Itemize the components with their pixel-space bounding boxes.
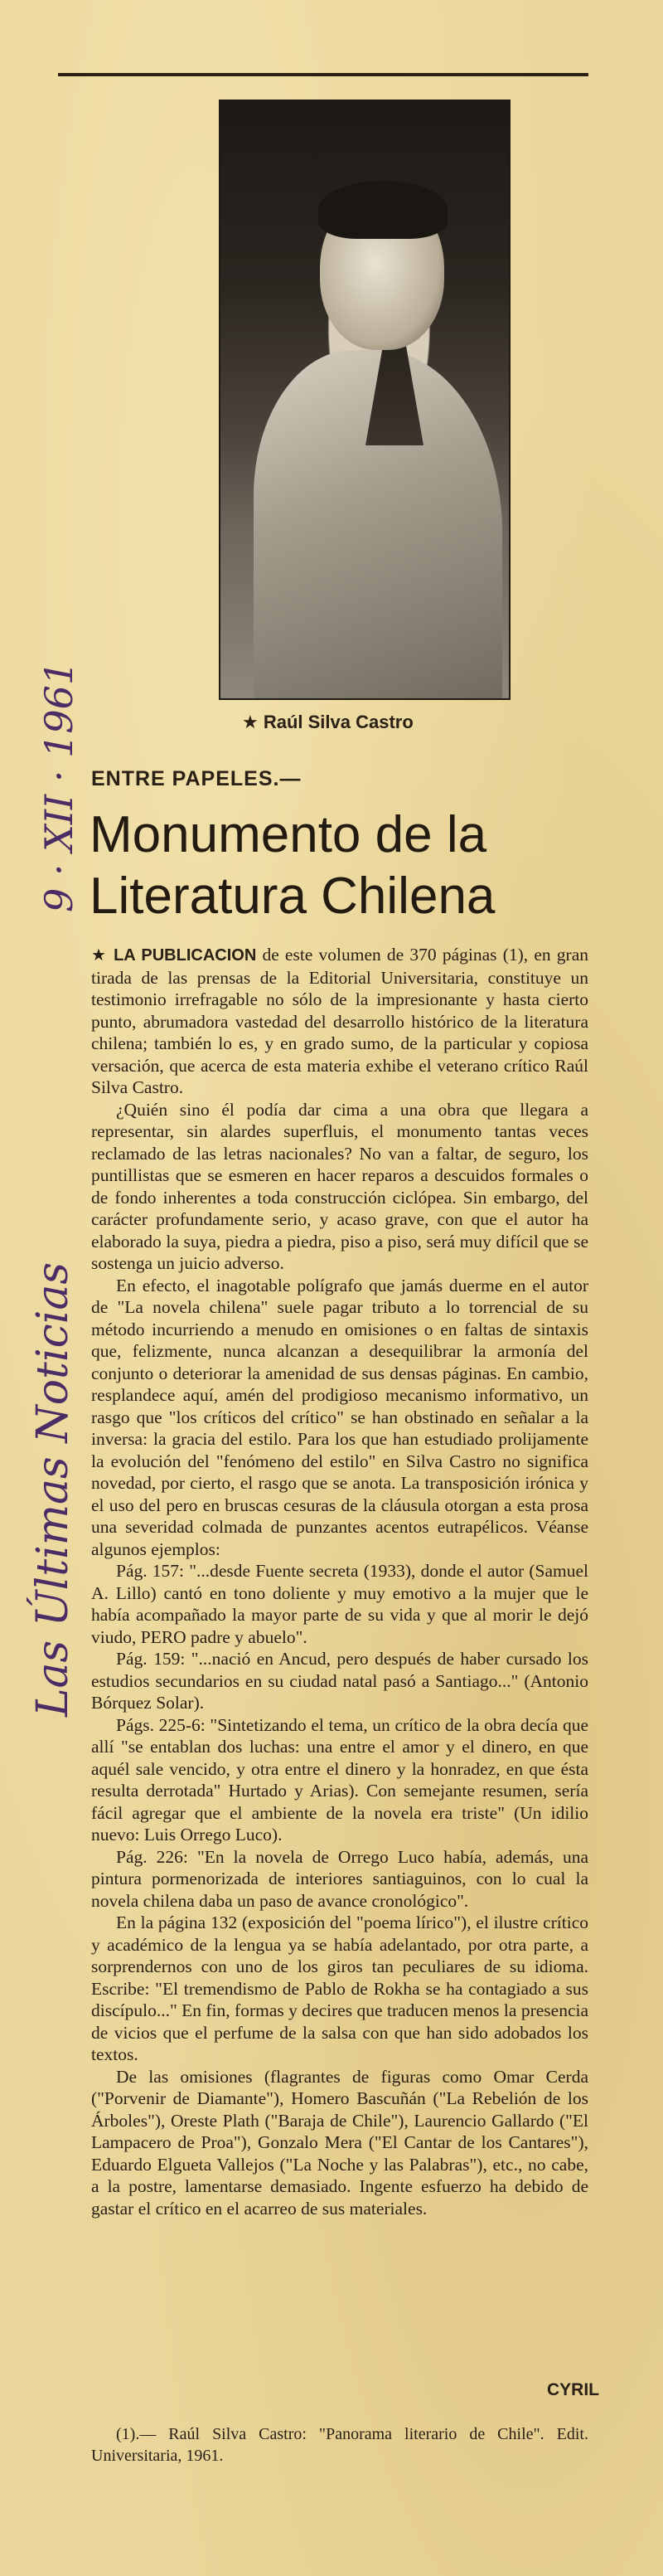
handwritten-annotation — [8, 315, 91, 1974]
paragraph: ¿Quién sino él podía dar cima a una obra que llegara a representar, sin alardes superfluis, el monumento tantas veces reclamado de las letras nacionales? No van a faltar, de seguro, los puntillistas que se esmeren en hacer reparos a descuidos formales o de fondo inherentes a toda construcción ciclópea. Sin embargo, del carácter profundamente serio, y acaso grave, con que el autor ha elaborado la suya, piedra a piedra, piso a piso, será muy difícil que se sostenga un juicio adverso. — [91, 1099, 588, 1273]
handwritten-date: 9 · XII · 1961 — [36, 660, 81, 912]
author-photo — [219, 100, 511, 700]
paragraph-text: de este volumen de 370 páginas (1), en gran tirada de las prensas de la Editorial Universitaria, constituye un testimonio irrefragable no sólo de la impresionante y hasta cierto punto, abrumadora vastedad del desarrollo histórico de la literatura chilena; también lo es, y en grado sumo, de la particular y copiosa versación, que acerca de esta materia exhibe el veterano crítico Raúl Silva Castro. — [91, 945, 588, 1097]
paragraph — [91, 944, 588, 1099]
footnote: (1).— Raúl Silva Castro: "Panorama literario de Chile". Edit. Universitaria, 1961. — [91, 2425, 588, 2465]
lead-in: ★ LA PUBLICACION — [91, 946, 257, 965]
paragraph: En la página 132 (exposición del "poema lírico"), el ilustre crítico y académico de la lengua ya se había adelantado, por otra parte, a sorprendernos con uno de los giros tan peculiares de su idioma. Escribe: "El tremendismo de Pablo de Rokha se ha contagiado a sus discípulo..." En fin, formas y decires que traducen menos la presencia de vicios que el perfume de la salsa con que han sido adobados los textos. — [91, 1913, 588, 2064]
top-rule — [58, 73, 588, 76]
section-label: ENTRE PAPELES.— — [91, 767, 302, 790]
paragraph: De las omisiones (flagrantes de figuras como Omar Cerda ("Porvenir de Diamante"), Homero Bascuñán ("La Rebelión de los Árboles"), Oreste Plath ("Baraja de Chile"), Laurencio Gallardo ("El Lampacero de Proa"), Gonzalo Mera ("El Cantar de los Cantares"), Eduardo Elgueta Vallejos ("La Noche y las Palabras"), etc., no cabe, a la postre, lamentarse demasiado. Ingente esfuerzo ha debido de gastar el crítico en el acarreo de sus materiales. — [91, 2066, 588, 2219]
paragraph: Págs. 225-6: "Sintetizando el tema, un crítico de la obra decía que allí "se entablan dos luchas: una entre el amor y el dinero, en que aquél sale vencido, y otra entre el dinero y la honradez, en que ésta resulta derrotada" Hurtado y Arias). Con semejante resumen, sería fácil agregar que el ambiente de la novela era triste" (Un idilio nuevo: Luis Orrego Luco). — [91, 1714, 588, 1845]
article-title: Monumento de la Literatura Chilena — [90, 806, 496, 925]
paragraph: Pág. 226: "En la novela de Orrego Luco había, además, una pintura pormenorizada de interiores santiaguinos, con lo cual la novela chilena daba un paso de avance cronológico". — [91, 1846, 588, 1911]
paragraph: Pág. 157: "...desde Fuente secreta (1933), donde el autor (Samuel A. Lillo) cantó en tono doliente y muy emotivo a la mujer que le había acompañado la mayor parte de su vida y que al morir le dejó viudo, PERO padre y abuelo". — [91, 1561, 588, 1647]
article-body — [91, 944, 588, 2219]
paragraph: Pág. 159: "...nació en Ancud, pero después de haber cursado los estudios secundarios en su ciudad natal pasó a Santiago..." (Antonio Bórquez Solar). — [91, 1649, 588, 1713]
photo-hair-shape — [318, 181, 448, 239]
handwritten-source: Las Últimas Noticias — [28, 1261, 78, 1717]
author-signature: CYRIL — [547, 2380, 599, 2399]
paragraph: En efecto, el inagotable polígrafo que jamás duerme en el autor de "La novela chilena" suele pagar tributo a lo torrencial de su método incurriendo a menudo en omisiones o en faltas de sintaxis que, felizmente, nunca alcanzan a desequilibrar la armonía del conjunto o deteriorar la amenidad de sus densas páginas. En cambio, resplandece aquí, amén del prodigioso mecanismo informativo, un rasgo que "los críticos del crítico" se han obstinado en señalar a la inversa: la gracia del estilo. Para los que han estudiado prolijamente la evolución del "fenómeno del estilo" en Silva Castro no significa novedad, por cierto, el rasgo que se anota. La transposición irónica y el uso del pero en bruscas cesuras de la cláusula otorgan a esta prosa una severidad colmada de punzantes acentos eutrapélicos. Véanse algunos ejemplos: — [91, 1275, 588, 1559]
photo-caption: ★ Raúl Silva Castro — [242, 712, 414, 732]
